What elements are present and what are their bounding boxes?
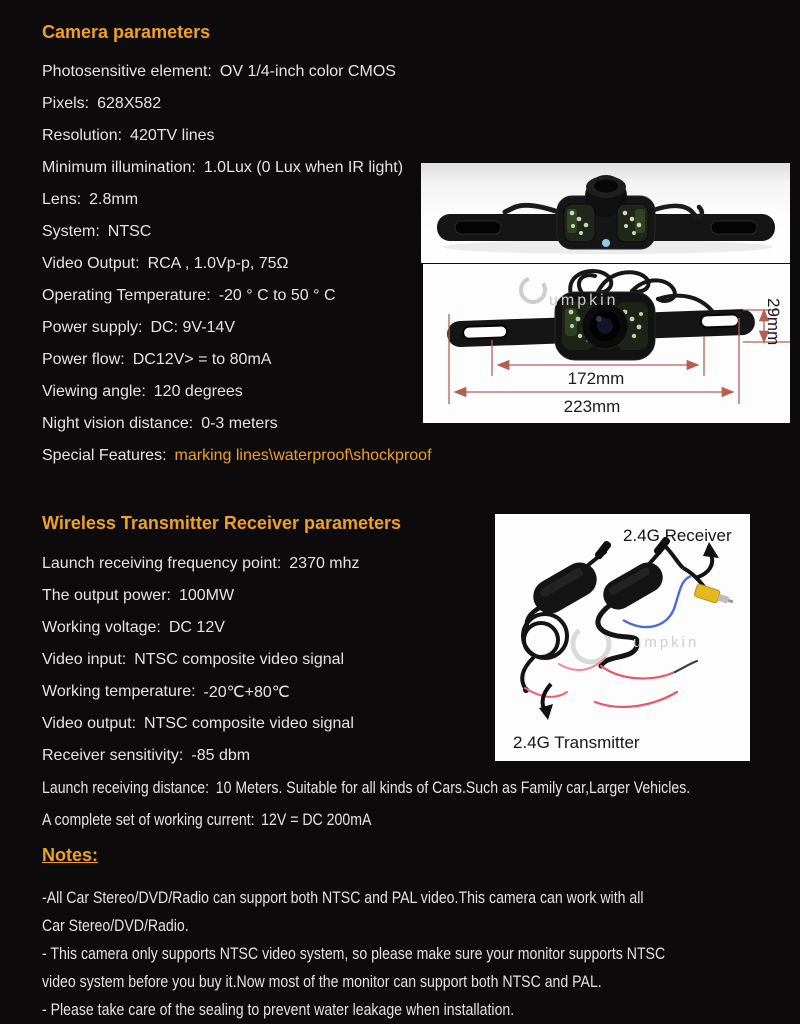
spec-value: NTSC composite video signal [144,715,354,732]
transmitter-label: 2.4G Transmitter [513,733,640,752]
spec-label: Working temperature: [42,683,196,700]
spec-label: Lens: [42,191,82,208]
spec-label: Viewing angle: [42,383,146,400]
note-line: Car Stereo/DVD/Radio. [42,916,189,935]
camera-spec-list [42,56,432,472]
spec-row [42,56,432,88]
spec-row [42,344,432,376]
spec-row [42,408,432,440]
spec-row [42,440,432,472]
spec-value: marking lines\waterproof\shockproof [174,447,432,464]
notes-text [42,884,800,1024]
blue-led-dot [602,239,610,247]
spec-value: 12V = DC 200mA [261,810,372,829]
spec-row [42,772,690,804]
transmitter-receiver-illustration [495,514,750,761]
camera-dimensions-photo [423,264,790,423]
spec-label: Receiver sensitivity: [42,747,184,764]
spec-row [42,120,432,152]
camera-front-illustration [421,163,790,263]
camera-product-photo [421,163,790,423]
notes-heading: Notes: [42,845,99,865]
spec-value: NTSC composite video signal [134,651,345,668]
spec-label: Special Features: [42,447,167,464]
spec-value: -85 dbm [191,747,251,764]
spec-value: 2.8mm [89,191,139,208]
spec-label: Resolution: [42,127,123,144]
spec-label: Video input: [42,651,127,668]
spec-value: 0-3 meters [201,415,278,432]
note-line: -All Car Stereo/DVD/Radio can support both NTSC and PAL video.This camera can work with all [42,888,644,907]
rca-connector [694,584,735,608]
spec-value: DC12V> = to 80mA [132,351,272,368]
spec-label: Pixels: [42,95,90,112]
spec-label: Minimum illumination: [42,159,196,176]
spec-value: 628X582 [97,95,162,112]
spec-value: OV 1/4-inch color CMOS [219,63,396,80]
camera-front-view-photo [421,163,790,263]
note-line: - This camera only supports NTSC video system, so please make sure your monitor supports NTSC [42,944,666,963]
spec-row [42,184,432,216]
spec-label: Video output: [42,715,137,732]
wireless-parameters-heading: Wireless Transmitter Receiver parameters [42,513,402,533]
spec-row [42,312,432,344]
spec-value: DC: 9V-14V [150,319,235,336]
spec-value: 1.0Lux (0 Lux when IR light) [203,159,404,176]
camera-parameters-heading: Camera parameters [42,22,211,42]
photo-watermark: umpkin [549,292,619,309]
spec-value: 120 degrees [153,383,243,400]
spec-label: Power supply: [42,319,143,336]
spec-label: Photosensitive element: [42,63,212,80]
spec-label: Night vision distance: [42,415,194,432]
dimension-label-29mm: 29mm [764,298,783,346]
spec-value: 420TV lines [130,127,215,144]
spec-value: NTSC [107,223,152,240]
transmitter-receiver-photo [495,514,750,761]
spec-row [42,376,432,408]
spec-value: -20℃+80℃ [203,684,290,701]
note-line: - Please take care of the sealing to prevent water leakage when installation. [42,1000,515,1019]
spec-label: Power flow: [42,351,125,368]
note-line: video system before you buy it.Now most of the monitor can support both NTSC and PAL. [42,972,602,991]
spec-row [42,248,432,280]
spec-label: Video Output: [42,255,140,272]
spec-label: Launch receiving distance: [42,778,210,797]
spec-label: System: [42,223,100,240]
spec-value: RCA , 1.0Vp-p, 75Ω [147,255,289,272]
spec-label: A complete set of working current: [42,810,255,829]
spec-row [42,804,690,836]
spec-value: 10 Meters. Suitable for all kinds of Cars.Such as Family car,Larger Vehicles. [215,778,691,797]
spec-label: Working voltage: [42,619,161,636]
spec-row [42,216,432,248]
dimension-label-223mm: 223mm [563,397,621,416]
spec-value: 2370 mhz [289,555,360,572]
spec-label: The output power: [42,587,171,604]
receiver-label: 2.4G Receiver [623,526,732,545]
photo-watermark: umpkin [633,634,700,651]
spec-row [42,280,432,312]
spec-value: -20 ° C to 50 ° C [218,287,336,304]
dimension-label-172mm: 172mm [567,369,625,388]
spec-label: Launch receiving frequency point: [42,555,282,572]
spec-value: 100MW [178,587,235,604]
spec-label: Operating Temperature: [42,287,211,304]
spec-row [42,152,432,184]
spec-row [42,88,432,120]
spec-value: DC 12V [168,619,225,636]
